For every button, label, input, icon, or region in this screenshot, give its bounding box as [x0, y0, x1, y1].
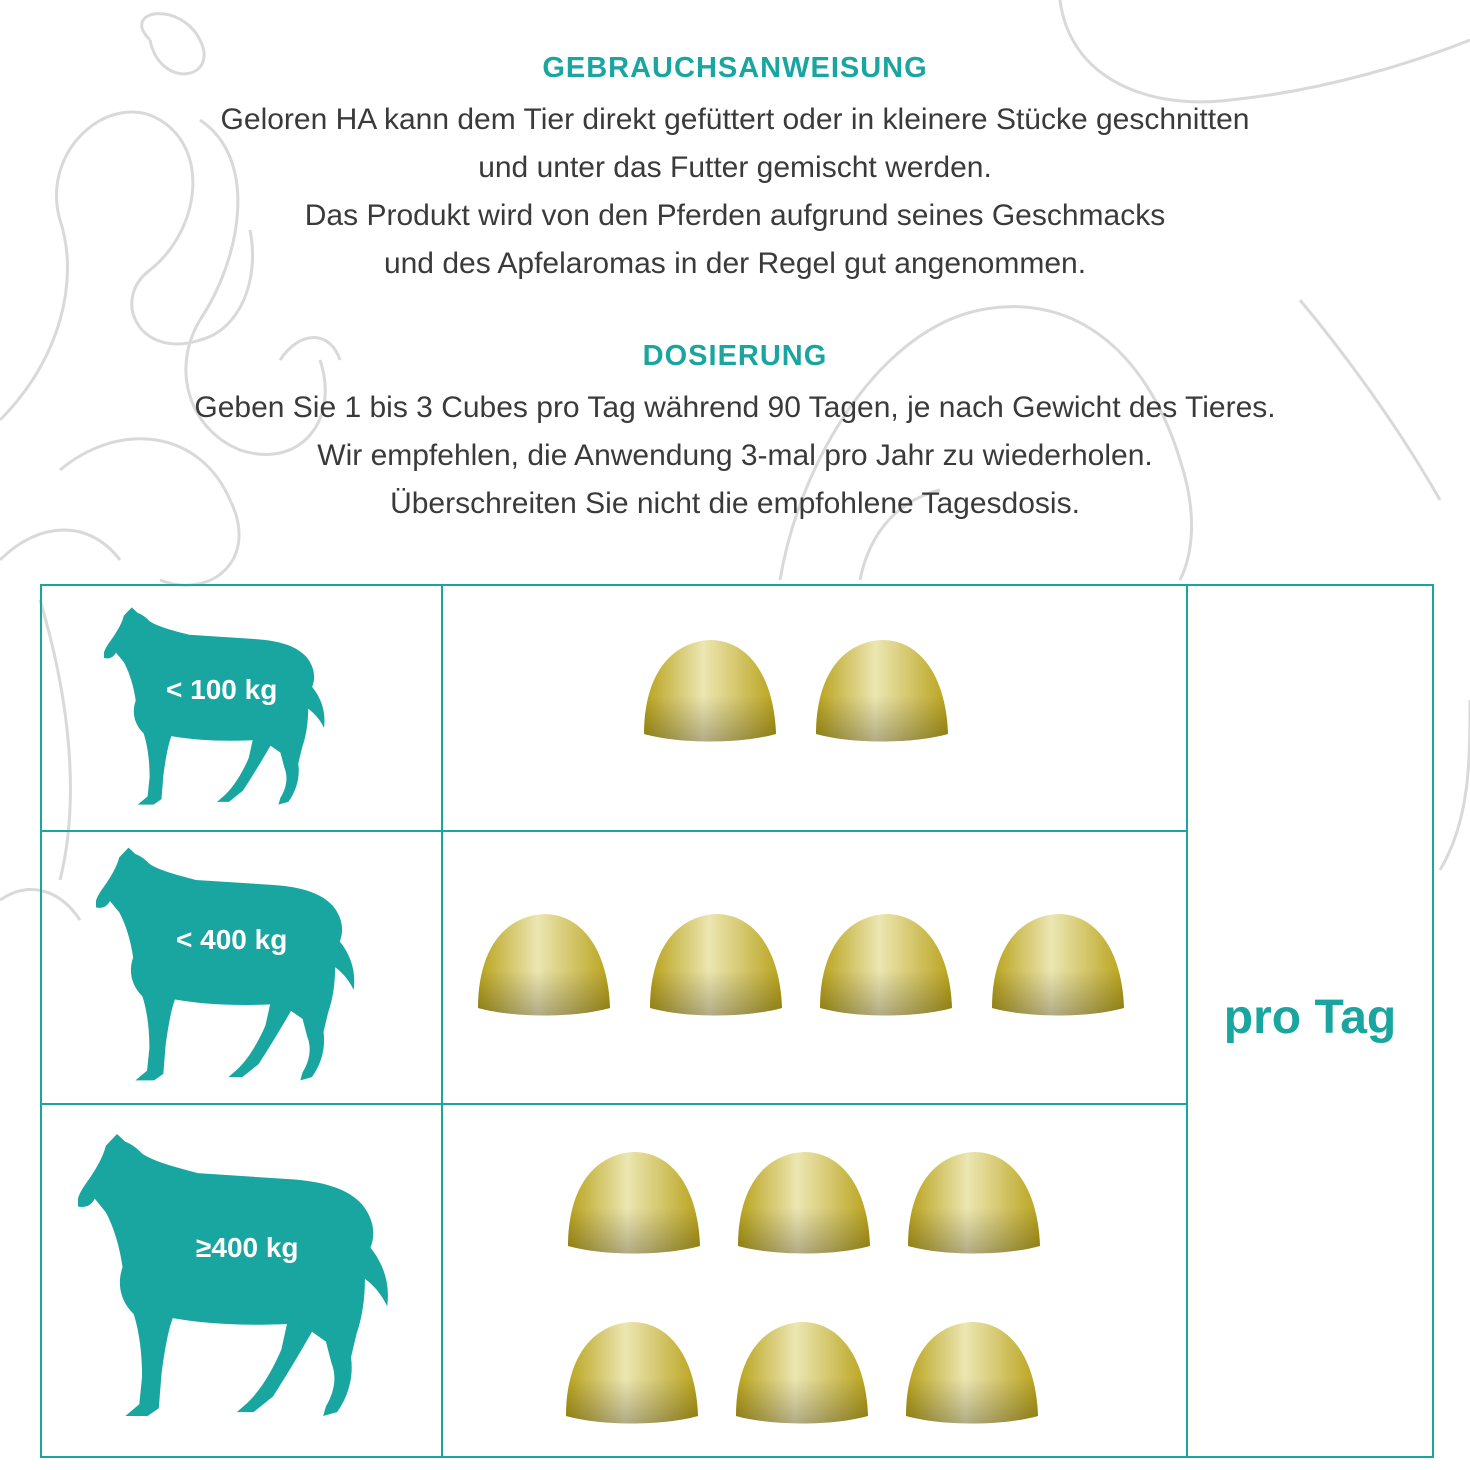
table-divider — [42, 1103, 1188, 1105]
gel-cube-icon — [564, 1148, 704, 1258]
usage-heading: GEBRAUCHSANWEISUNG — [542, 52, 928, 84]
usage-line: Das Produkt wird von den Pferden aufgrund seines Geschmacks — [304, 199, 1166, 232]
table-divider — [441, 586, 443, 1456]
horse-silhouette-icon — [78, 1132, 390, 1418]
dosage-line: Überschreiten Sie nicht die empfohlene Tagesdosis. — [390, 487, 1080, 520]
horse-silhouette-icon — [104, 606, 326, 806]
gel-cube-icon — [474, 910, 614, 1020]
horse-silhouette-icon — [96, 846, 356, 1082]
gel-cube-icon — [816, 910, 956, 1020]
dosage-text — [0, 384, 1470, 528]
usage-line: Geloren HA kann dem Tier direkt gefüttert oder in kleinere Stücke geschnitten — [220, 103, 1250, 136]
dosage-heading: DOSIERUNG — [642, 340, 828, 372]
gel-cube-icon — [640, 636, 780, 746]
per-day-label: pro Tag — [1223, 991, 1397, 1044]
gel-cube-icon — [988, 910, 1128, 1020]
gel-cube-icon — [734, 1148, 874, 1258]
weight-label: < 400 kg — [176, 924, 288, 955]
gel-cube-icon — [812, 636, 952, 746]
usage-line: und des Apfelaromas in der Regel gut angenommen. — [383, 247, 1087, 280]
weight-label: < 100 kg — [166, 674, 278, 705]
gel-cube-icon — [732, 1318, 872, 1428]
gel-cube-icon — [562, 1318, 702, 1428]
dosage-line: Wir empfehlen, die Anwendung 3-mal pro Jahr zu wiederholen. — [317, 439, 1153, 472]
weight-label: ≥400 kg — [196, 1232, 299, 1263]
gel-cube-icon — [902, 1318, 1042, 1428]
usage-line: und unter das Futter gemischt werden. — [478, 151, 992, 184]
dosage-line: Geben Sie 1 bis 3 Cubes pro Tag während 90 Tagen, je nach Gewicht des Tieres. — [194, 391, 1276, 424]
table-divider — [42, 830, 1188, 832]
usage-text — [0, 96, 1470, 288]
gel-cube-icon — [646, 910, 786, 1020]
gel-cube-icon — [904, 1148, 1044, 1258]
